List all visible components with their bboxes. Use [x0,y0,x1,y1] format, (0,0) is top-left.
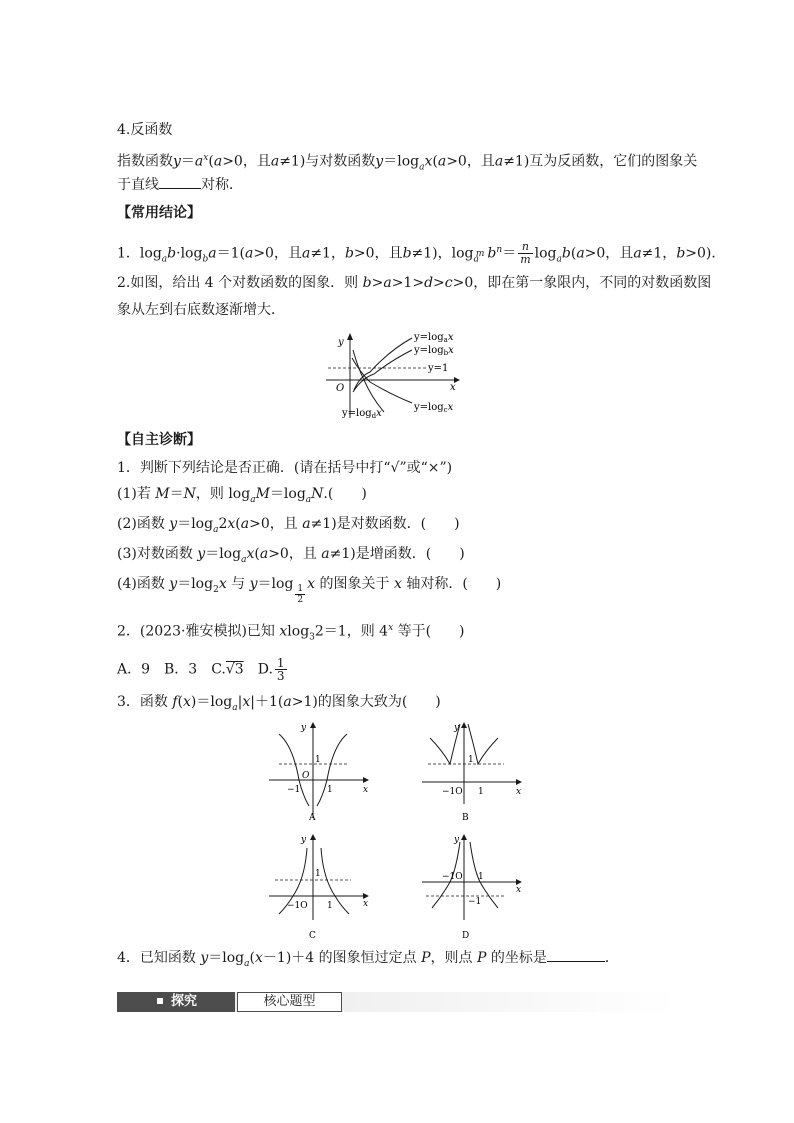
paragraph-inverse-1: 指数函数$y=a^x(a>0$，且a≠1)与对数函数$y=\log_ax(a>0$，且a≠1)互为反函数，它们的图象关 [117,153,698,173]
svg-text:C: C [309,931,316,940]
label-log-b: $y=\log_bx$ [414,345,454,357]
svg-text:x: x [516,885,522,895]
graph-option-c [265,830,375,940]
svg-text:1: 1 [478,872,484,882]
question-1: 1．判断下列结论是否正确．(请在括号中打“√”或“×”) [117,460,453,476]
answer-blank[interactable] [159,174,201,189]
common-conclusions-heading: 【常用结论】 [117,205,201,221]
svg-text:1: 1 [315,869,321,879]
svg-text:y: y [454,723,460,733]
fig1-y-label: y [338,337,344,348]
graph-option-b [418,718,528,822]
svg-text:A: A [309,813,316,822]
svg-text:−1: −1 [287,785,301,795]
conclusion-2-cont: 象从左到右底数逐渐增大． [117,302,285,318]
label-y-1: y=1 [428,363,449,374]
svg-text:1: 1 [327,901,333,911]
label-log-c: $y=\log_cx$ [414,402,454,414]
svg-text:B: B [462,813,469,822]
graph-option-a [265,718,375,822]
section-title: 4.反函数 [117,122,173,138]
svg-text:x: x [516,787,522,797]
svg-text:y: y [454,835,460,845]
question-2-options: A．9 B．3 C.√3 D. $\frac{1}{3}$ [117,656,285,683]
question-2: 2．(2023·雅安模拟)已知 xlog$_3$2＝1，则 4$^x$ 等于( ) [117,623,465,643]
statement-1: (1)若 M＝N，则 $\log_aM=\log_aN$.( ) [117,486,367,505]
svg-text:1: 1 [478,787,484,797]
svg-text:−1O: −1O [442,872,463,882]
svg-text:1: 1 [468,755,474,765]
svg-text:x: x [363,785,369,795]
label-log-d: $y=\log_dx$ [342,408,382,420]
conclusion-1: 1．$\log_ab\cdot\log_ba=1(a>0$，且a≠1，b>0，且b≠1)，$\log_a^m b^n=$ $\frac{n}{m}$ $\log_ab(a>0$，且a≠1，b>0)． [117,240,726,267]
svg-text:D: D [462,931,470,940]
question-3: 3．函数 $f(x)=\log_a|x|+1(a>1)$的图象大致为( ) [117,694,441,713]
svg-text:O: O [302,771,310,781]
label-log-a: $y=\log_ax$ [414,332,454,344]
svg-text:y: y [301,723,307,733]
log-functions-figure [320,328,470,420]
fig1-origin: O [336,383,345,394]
svg-text:1: 1 [315,755,321,765]
svg-text:1: 1 [327,785,333,795]
graph-option-d [418,830,528,940]
statement-2: (2)函数 $y=\log_a2x(a>0$，且 a≠1)是对数函数．( ) [117,516,460,535]
section-tab-explore: 探究 [117,992,235,1012]
paragraph-inverse-2: 于直线 对称． [117,174,243,195]
statement-4: (4)函数 $y=\log_2x$ 与 y＝log $\frac{1}{2}$ x 的图象关于 x 轴对称．( ) [117,576,502,605]
svg-text:x: x [363,899,369,909]
svg-text:−1O: −1O [442,787,463,797]
statement-3: (3)对数函数 $y=\log_ax(a>0$，且 a≠1)是增函数．( ) [117,546,465,565]
section-tab-core-types: 核心题型 [237,992,342,1012]
svg-text:−1O: −1O [287,901,308,911]
answer-blank-q4[interactable] [547,947,605,962]
question-4: 4．已知函数 $y=\log_a(x-1)+4$ 的图象恒过定点 P，则点 P 的坐标是 ． [117,947,619,974]
svg-text:y: y [301,835,307,845]
svg-text:−1: −1 [468,897,482,907]
conclusion-2: 2.如图，给出 4 个对数函数的图象．则 b>a>1>d>c>0，即在第一象限内，不同的对数函数图 [117,275,712,291]
fig1-x-label: x [450,382,456,393]
self-diagnosis-heading: 【自主诊断】 [117,432,201,448]
square-bullet-icon [157,998,163,1004]
